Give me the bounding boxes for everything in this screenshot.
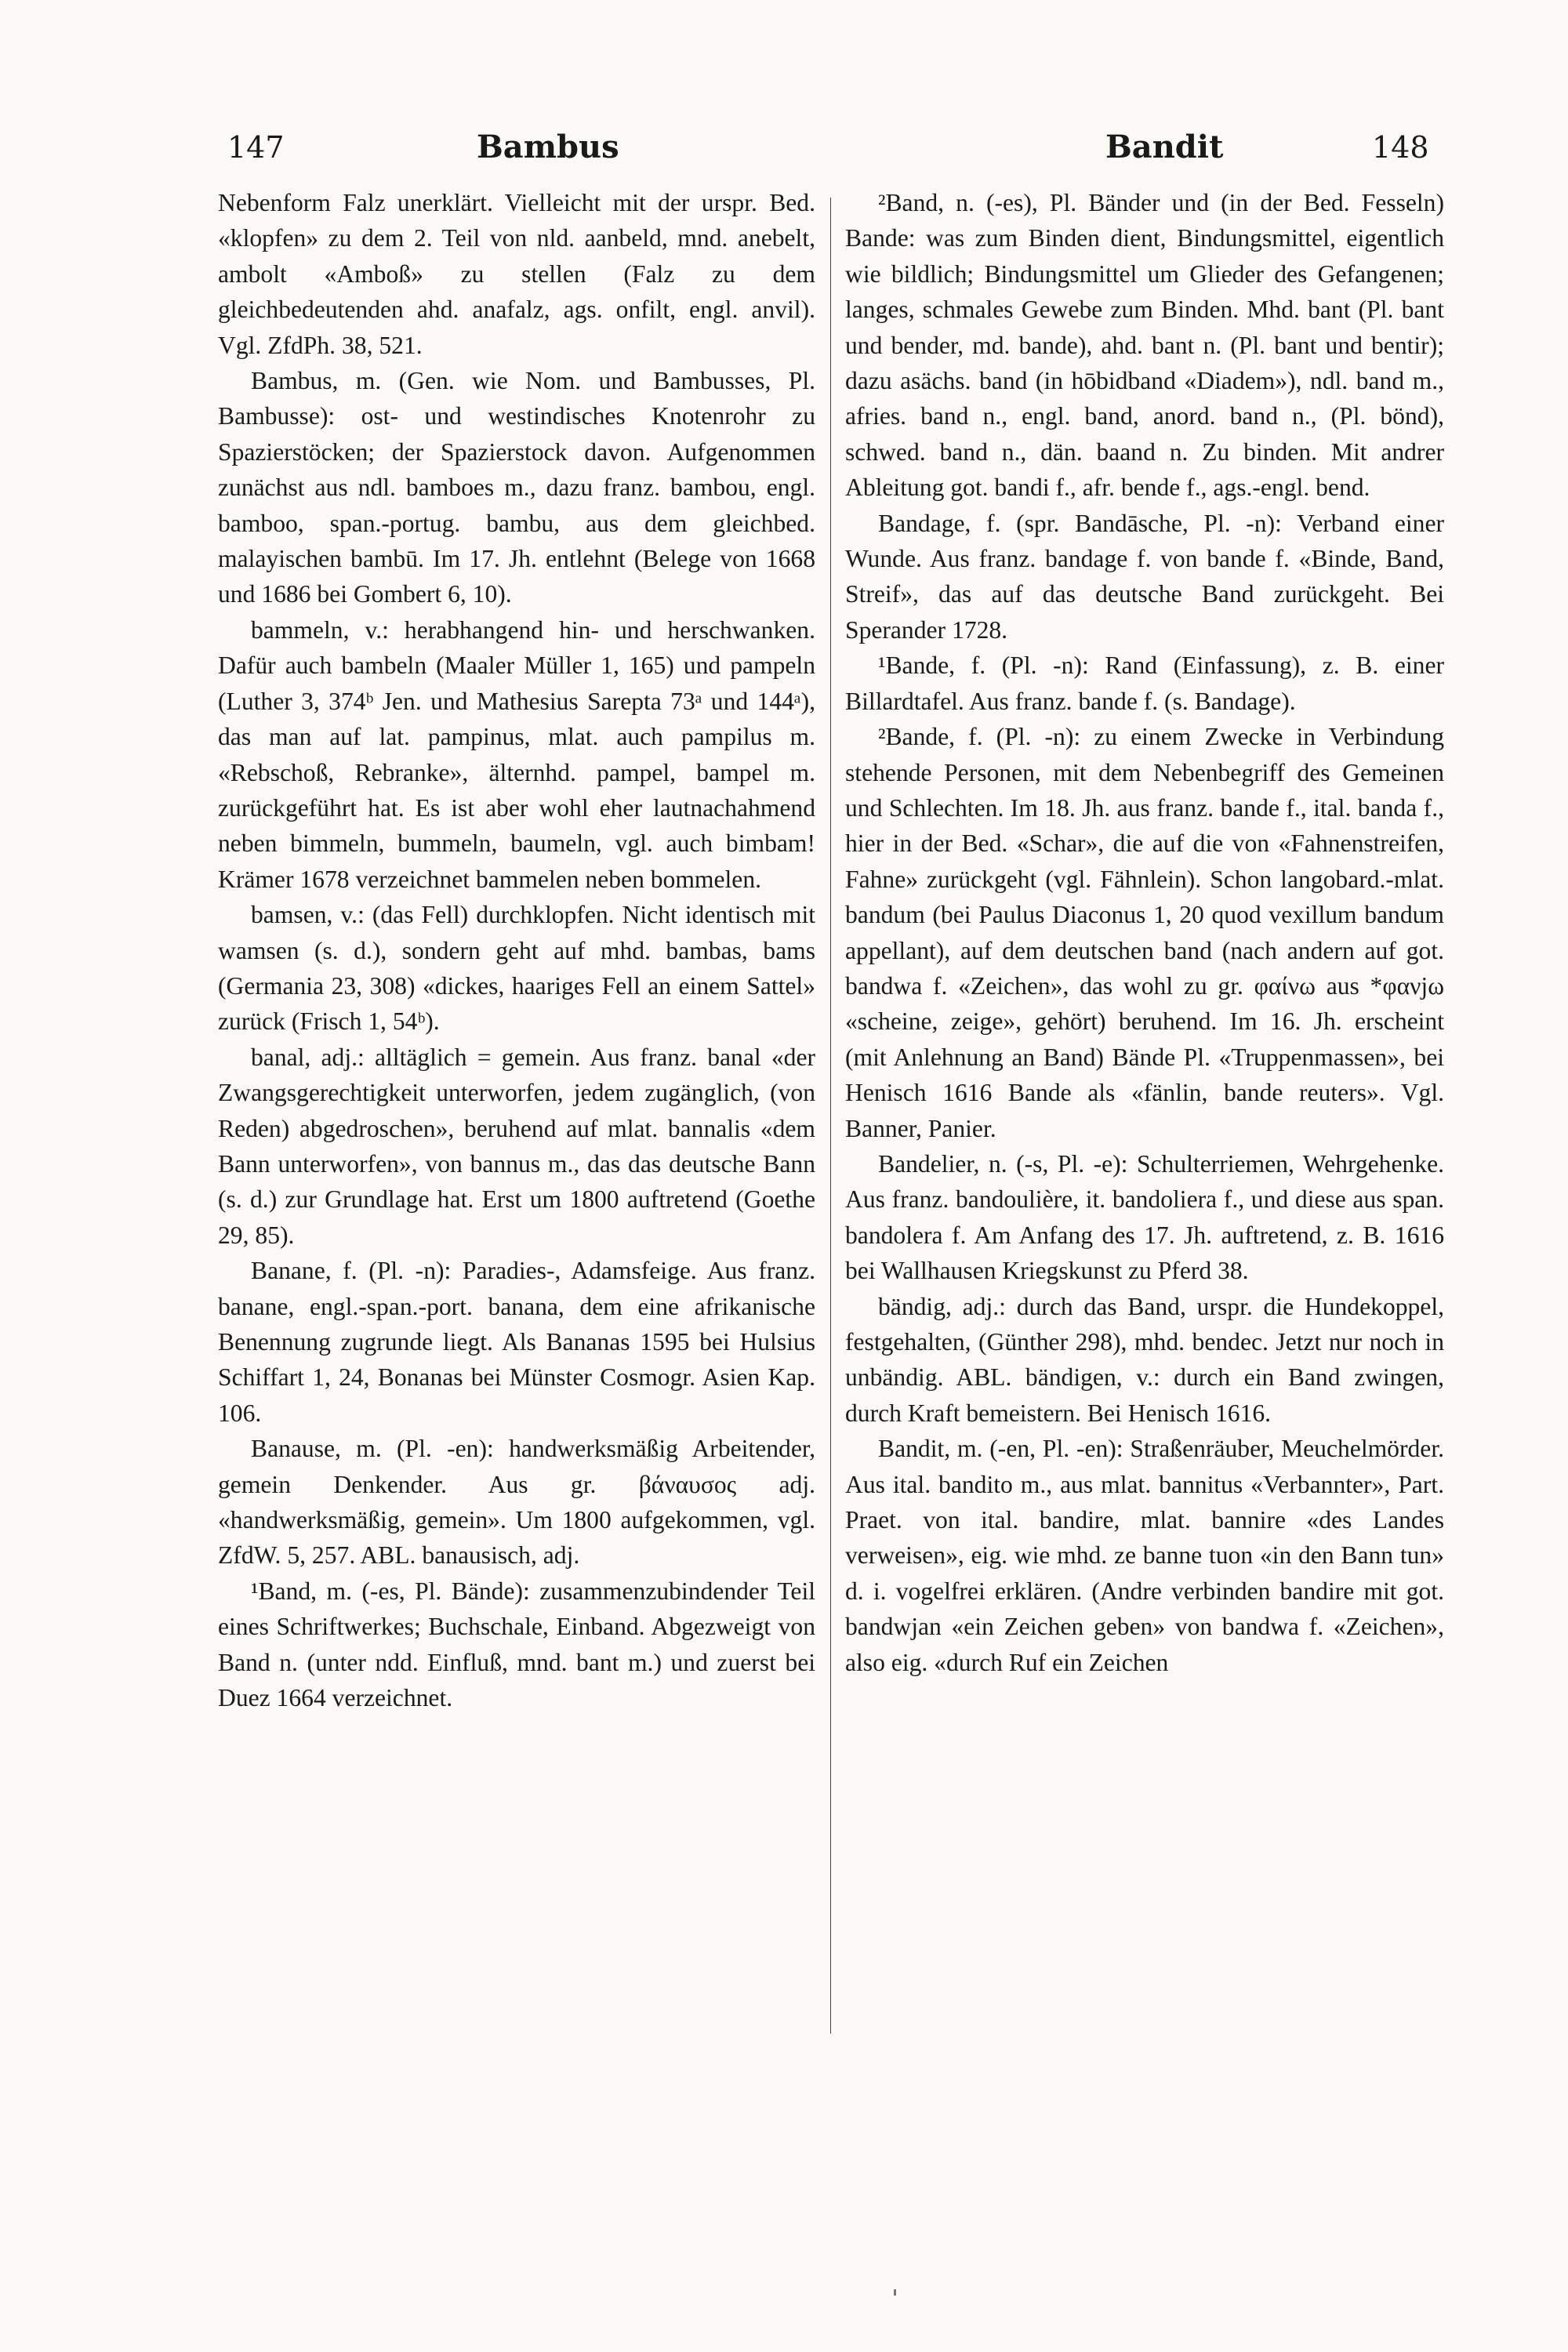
entry-falz-continuation: Nebenform Falz unerklärt. Vielleicht mit der urspr. Bed. «klopfen» zu dem 2. Teil von nld. aanbeld, mnd. anebelt, ambolt «Amboß» zu stellen (Falz zu dem gleichbedeutenden ahd. anafalz, ags. onfilt, engl. anvil). Vgl. ZfdPh. 38, 521. xyxy=(218,189,815,359)
entry-bammeln: bammeln, v.: herabhangend hin- und herschwanken. Dafür auch bambeln (Maaler Müller 1, 165) und pampeln (Luther 3, 374ᵇ Jen. und Mathesius Sarepta 73ᵃ und 144ᵃ), das man auf lat. pampinus, mlat. auch pampilus m. «Rebschoß, Rebranke», älternhd. pampel, bampel m. zurückgeführt hat. Es ist aber wohl eher lautnachahmend neben bimmeln, bummeln, baumeln, vgl. auch bimbam! Krämer 1678 verzeichnet bammelen neben bommelen. xyxy=(218,615,815,893)
entry-banause: Banause, m. (Pl. -en): handwerksmäßig Arbeitender, gemein Denkender. Aus gr. βάναυσος adj. «handwerksmäßig, gemein». Um 1800 aufgekommen, vgl. ZfdW. 5, 257. ABL. banausisch, adj. xyxy=(218,1435,815,1570)
entry-bandelier: Bandelier, n. (-s, Pl. -e): Schulterriemen, Wehrgehenke. Aus franz. bandoulière, it. bandoliera f., und diese aus span. bandolera f. Am Anfang des 17. Jh. auftretend, z. B. 1616 bei Wallhausen Kriegskunst zu Pferd 38. xyxy=(845,1149,1444,1285)
entry-band-1: ¹Band, m. (-es, Pl. Bände): zusammenzubindender Teil eines Schriftwerkes; Buchschale, Einband. Abgezweigt von Band n. (unter ndd. Einfluß, mnd. bant m.) und zuerst bei Duez 1664 verzeichnet. xyxy=(218,1577,815,1712)
page-number-left: 147 xyxy=(227,130,285,165)
column-divider xyxy=(830,198,831,2034)
entry-banane: Banane, f. (Pl. -n): Paradies-, Adamsfeige. Aus franz. banane, engl.-span.-port. banana, dem eine afrikanische Benennung zugrunde liegt. Als Bananas 1595 bei Hulsius Schiffart 1, 24, Bonanas bei Münster Cosmogr. Asien Kap. 106. xyxy=(218,1257,815,1427)
entry-baendig: bändig, adj.: durch das Band, urspr. die Hundekoppel, festgehalten, (Günther 298), mhd. bendec. Jetzt nur noch in unbändig. ABL. bändigen, v.: durch ein Band zwingen, durch Kraft bemeistern. Bei Henisch 1616. xyxy=(845,1292,1444,1427)
left-column xyxy=(218,185,815,1715)
entry-bande-2: ²Bande, f. (Pl. -n): zu einem Zwecke in Verbindung stehende Personen, mit dem Nebenbegriff des Gemeinen und Schlechten. Im 18. Jh. aus franz. bande f., ital. banda f., hier in der Bed. «Schar», die auf die von «Fahnenstreifen, Fahne» zurückgeht (vgl. Fähnlein). Schon langobard.-mlat. bandum (bei Paulus Diaconus 1, 20 quod vexillum bandum appellant), auf dem deutschen band (nach andern auf got. bandwa f. «Zeichen», das wohl zu gr. φαίνω aus *φανjω «scheine, zeige», gehört) beruhend. Im 16. Jh. erscheint (mit Anlehnung an Band) Bände Pl. «Truppenmassen», bei Henisch 1616 Bande als «fänlin, bande reuters». Vgl. Banner, Panier. xyxy=(845,723,1444,1142)
entry-bandage: Bandage, f. (spr. Bandāsche, Pl. -n): Verband einer Wunde. Aus franz. bandage f. von bande f. «Binde, Band, Streif», das auf das deutsche Band zurückgeht. Bei Sperander 1728. xyxy=(845,509,1444,644)
right-column xyxy=(845,185,1444,1680)
running-head-right: Bandit xyxy=(1105,129,1224,165)
entry-bandit: Bandit, m. (-en, Pl. -en): Straßenräuber, Meuchelmörder. Aus ital. bandito m., aus mlat. bannitus «Verbannter», Part. Praet. von ital. bandire, mlat. bannire «des Landes verweisen», eig. wie mhd. ze banne tuon «in den Bann tun» d. i. vogelfrei erklären. (Andre verbinden bandire mit got. bandwjan «ein Zeichen geben» von bandwa f. «Zeichen», also eig. «durch Ruf ein Zeichen xyxy=(845,1435,1444,1676)
entry-bande-1: ¹Bande, f. (Pl. -n): Rand (Einfassung), z. B. einer Billardtafel. Aus franz. bande f. (s. Bandage). xyxy=(845,652,1444,715)
entry-bamsen: bamsen, v.: (das Fell) durchklopfen. Nicht identisch mit wamsen (s. d.), sondern geht auf mhd. bambas, bams (Germania 23, 308) «dickes, haariges Fell an einem Sattel» zurück (Frisch 1, 54ᵇ). xyxy=(218,901,815,1036)
entry-banal: banal, adj.: alltäglich = gemein. Aus franz. banal «der Zwangsgerechtigkeit unterworfen, jedem zugänglich, (von Reden) abgedroschen», beruhend auf mlat. bannalis «dem Bann unterworfen», von bannus m., das das deutsche Bann (s. d.) zur Grundlage hat. Erst um 1800 auftretend (Goethe 29, 85). xyxy=(218,1043,815,1249)
entry-band-2: ²Band, n. (-es), Pl. Bänder und (in der Bed. Fesseln) Bande: was zum Binden dient, Bindungsmittel, eigentlich wie bildlich; Bindungsmittel um Glieder des Gefangenen; langes, schmales Gewebe zum Binden. Mhd. bant (Pl. bant und bender, md. bande), ahd. bant n. (Pl. bant und bentir); dazu asächs. band (in hōbidband «Diadem»), ndl. band m., afries. band n., engl. band, anord. band n., (Pl. bönd), schwed. band n., dän. baand n. Zu binden. Mit andrer Ableitung got. bandi f., afr. bende f., ags.-engl. bend. xyxy=(845,189,1444,502)
running-head-left: Bambus xyxy=(477,129,619,165)
entry-bambus: Bambus, m. (Gen. wie Nom. und Bambusses, Pl. Bambusse): ost- und westindisches Knotenrohr zu Spazierstöcken; der Spazierstock davon. Aufgenommen zunächst aus ndl. bamboes m., dazu franz. bambou, engl. bamboo, span.-portug. bambu, aus dem gleichbed. malayischen bambū. Im 17. Jh. entlehnt (Belege von 1668 und 1686 bei Gombert 6, 10). xyxy=(218,367,815,608)
print-speck xyxy=(894,2289,896,2296)
running-header xyxy=(227,127,1435,174)
page-number-right: 148 xyxy=(1372,130,1429,165)
